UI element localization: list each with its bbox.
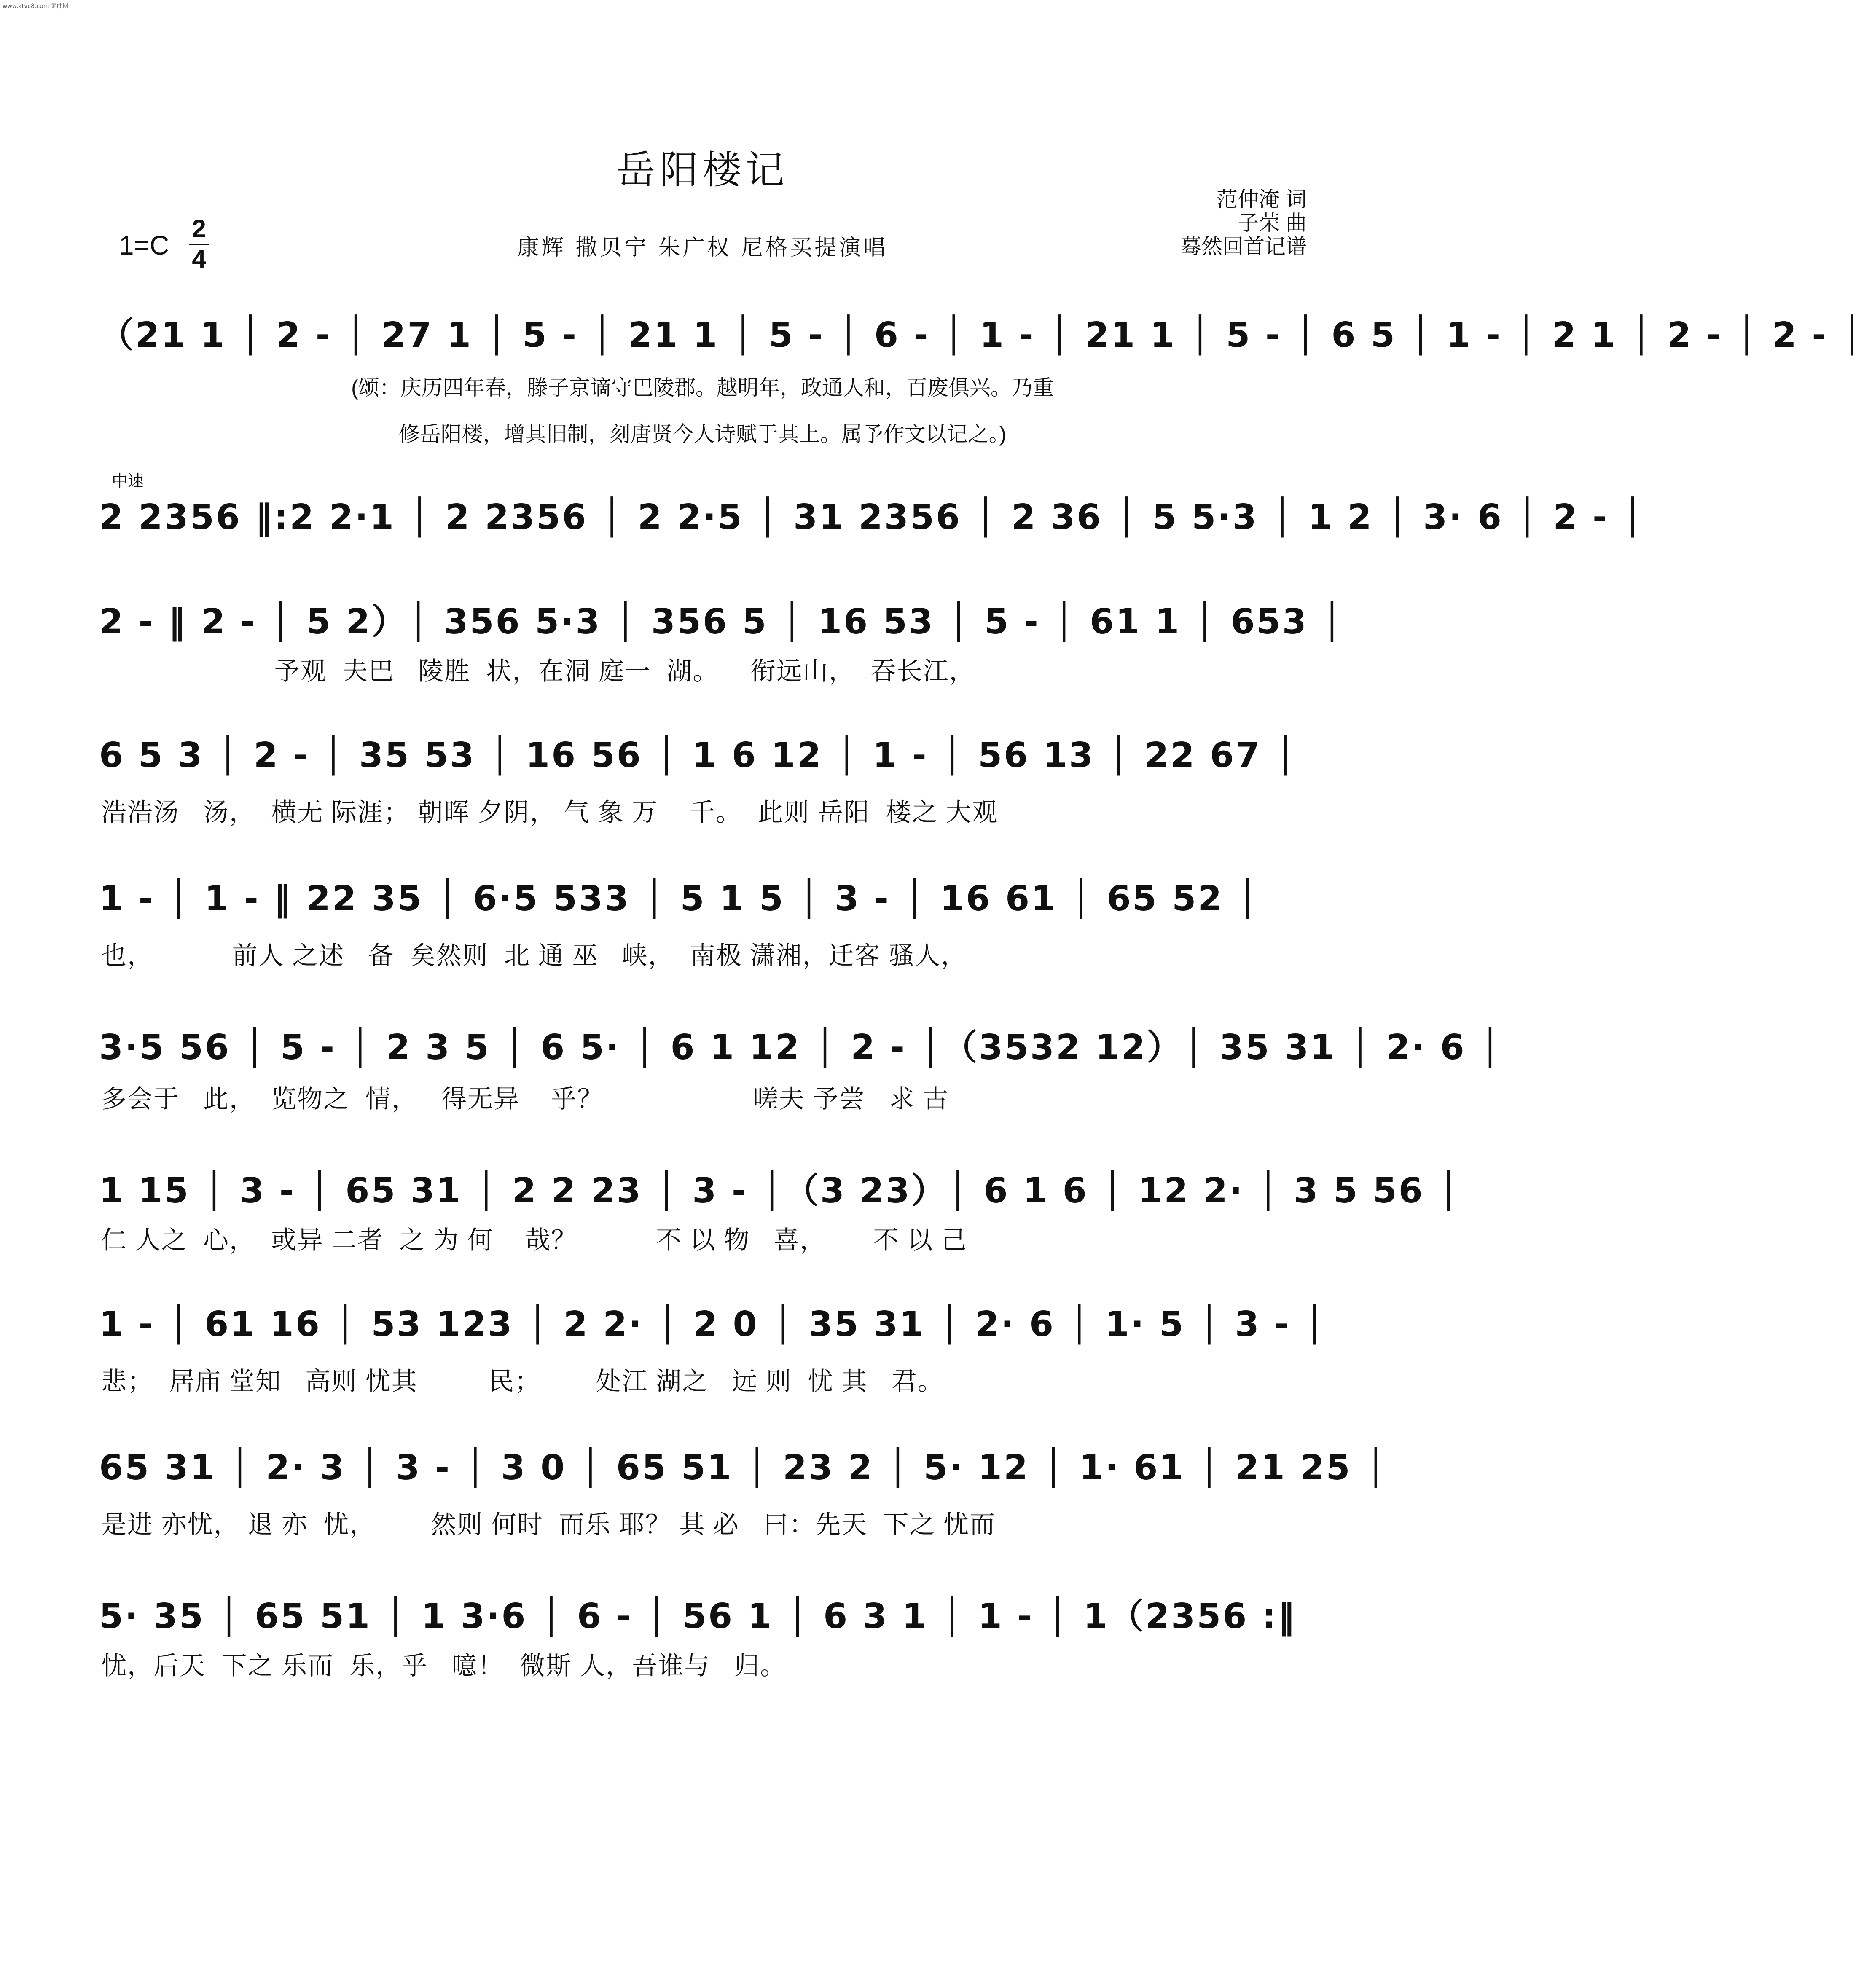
music-line: 2 2356 ‖:2 2·1 │ 2 2356 │ 2 2·5 │ 31 2356 │ 2 36 │ 5 5·3 │ 1 2 │ 3· 6 │ 2 - │ [99,497,1645,537]
music-line: 6 5 3 │ 2 - │ 35 53 │ 16 56 │ 1 6 12 │ 1 - │ 56 13 │ 22 67 │ [99,735,1298,775]
lyric-line: 浩浩汤 汤， 横无 际涯； 朝晖 夕阴， 气 象 万 千。 此则 岳阳 楼之 大观 [101,798,999,826]
site-watermark: www.ktvc8.com 词曲网 [3,3,69,10]
key-signature: 1=C [119,230,169,260]
lyricist-credit: 范仲淹 词 [1217,188,1307,211]
time-signature-numerator: 2 [192,215,206,243]
tempo-marking: 中速 [112,472,144,490]
time-signature-denominator: 4 [192,245,206,273]
music-line: 3·5 56 │ 5 - │ 2 3 5 │ 6 5· │ 6 1 12 │ 2 - │（3532 12）│ 35 31 │ 2· 6 │ [99,1028,1502,1068]
lyric-line: 忧，后天 下之 乐而 乐，乎 噫！ 微斯 人，吾谁与 归。 [101,1652,787,1680]
lyric-line: 是进 亦忧， 退 亦 忧， 然则 何时 而乐 耶？ 其 必 曰：先天 下之 忧而 [101,1510,996,1539]
performers: 康辉 撒贝宁 朱广权 尼格买提演唱 [517,235,888,260]
music-line: 1 - │ 1 - ‖ 22 35 │ 6·5 533 │ 5 1 5 │ 3 - │ 16 61 │ 65 52 │ [99,879,1260,919]
transcriber-credit: 蓦然回首记谱 [1180,235,1307,258]
lyric-line: 悲； 居庙 堂知 高则 忧其 民； 处江 湖之 远 则 忧 其 君。 [101,1367,944,1395]
music-line: 1 - │ 61 16 │ 53 123 │ 2 2· │ 2 0 │ 35 31 │ 2· 6 │ 1· 5 │ 3 - │ [99,1304,1327,1344]
music-line: 2 - ‖ 2 - │ 5 2）│ 356 5·3 │ 356 5 │ 16 53 │ 5 - │ 61 1 │ 653 │ [99,602,1344,642]
music-line: 1 15 │ 3 - │ 65 31 │ 2 2 23 │ 3 - │（3 23）│ 6 1 6 │ 12 2· │ 3 5 56 │ [99,1171,1461,1211]
music-line: 65 31 │ 2· 3 │ 3 - │ 3 0 │ 65 51 │ 23 2 │ 5· 12 │ 1· 61 │ 21 25 │ [99,1448,1388,1488]
lyric-line: 也， 前人 之述 备 矣然则 北 通 巫 峡， 南极 潇湘，迁客 骚人， [101,942,967,970]
lyric-line: 予观 夫巴 陵胜 状，在洞 庭一 湖。 衔远山， 吞长江， [101,657,975,685]
song-title: 岳阳楼记 [616,148,789,193]
intro-note-line: (颂：庆历四年春，滕子京谪守巴陵郡。越明年，政通人和，百废俱兴。乃重 [351,376,1054,400]
credits [1130,188,1307,258]
composer-credit: 子荣 曲 [1238,211,1307,235]
lyric-line: 多会于 此， 览物之 情， 得无异 乎？ 嗟夫 予尝 求 古 [101,1085,949,1113]
lyric-line: 仁 人之 心， 或异 二者 之 为 何 哉？ 不 以 物 喜， 不 以 己 [101,1226,967,1254]
intro-note-line: 修岳阳楼，增其旧制，刻唐贤今人诗赋于其上。属予作文以记之。) [398,422,1007,446]
music-line: （21 1 │ 2 - │ 27 1 │ 5 - │ 21 1 │ 5 - │ 6 - │ 1 - │ 21 1 │ 5 - │ 6 5 │ 1 - │ 2 1 │ 2 - │ 2 - │ [99,315,1864,355]
time-signature [186,215,212,273]
music-line: 5· 35 │ 65 51 │ 1 3·6 │ 6 - │ 56 1 │ 6 3 1 │ 1 - │ 1（2356 :‖ [99,1596,1297,1637]
